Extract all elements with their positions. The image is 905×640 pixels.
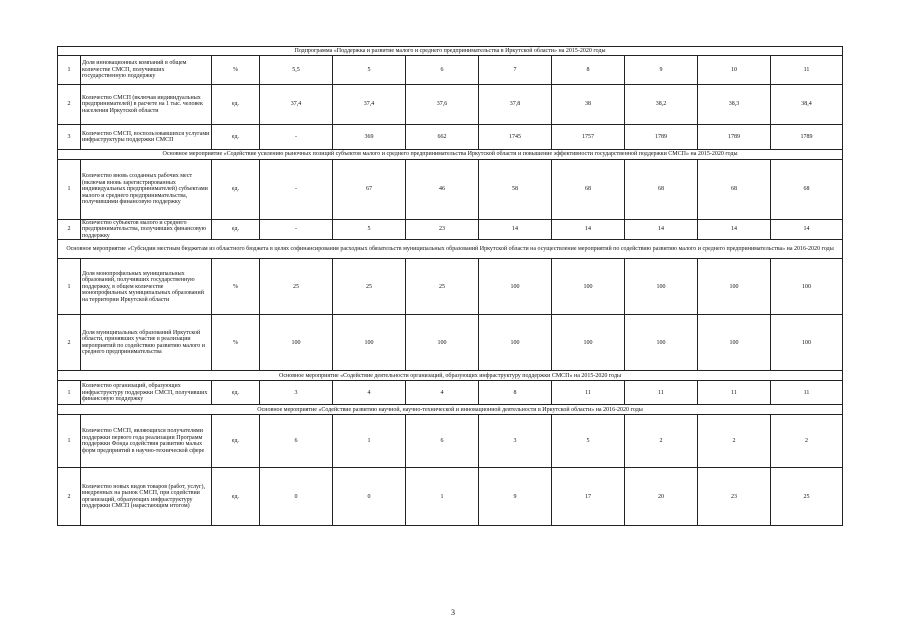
row-number: 3	[58, 125, 81, 150]
value-cell: 100	[698, 315, 771, 371]
page-number: 3	[451, 608, 455, 617]
value-cell: 25	[333, 259, 406, 315]
value-cell: 10	[698, 56, 771, 85]
value-cell: 14	[771, 220, 843, 240]
section-title: Основное мероприятие «Содействие развитию научной, научно-технической и инновационной деятельности в Иркутской области» на 2016-2020 годы	[58, 405, 843, 415]
section-title: Подпрограмма «Поддержка и развитие малого и среднего предпринимательства в Иркутской области» на 2015-2020 годы	[58, 47, 843, 56]
value-cell: 1789	[771, 125, 843, 150]
indicator-name: Количество субъектов малого и среднего предпринимательства, получивших финансовую поддержку	[81, 220, 212, 240]
indicators-table	[57, 46, 843, 526]
value-cell: 0	[333, 468, 406, 526]
value-cell: 23	[406, 220, 479, 240]
section-title-row	[58, 405, 843, 415]
value-cell: 25	[406, 259, 479, 315]
value-cell: 1	[333, 415, 406, 468]
value-cell: 46	[406, 160, 479, 220]
indicator-name: Доля инновационных компаний в общем количестве СМСП, получивших государственную поддержку	[81, 56, 212, 85]
value-cell: 4	[333, 381, 406, 405]
value-cell: 3	[260, 381, 333, 405]
row-number: 2	[58, 315, 81, 371]
value-cell: 5,5	[260, 56, 333, 85]
value-cell: 6	[406, 415, 479, 468]
value-cell: 14	[698, 220, 771, 240]
value-cell: 11	[625, 381, 698, 405]
value-cell: 68	[552, 160, 625, 220]
value-cell: 11	[771, 56, 843, 85]
value-cell: 5	[333, 56, 406, 85]
table-row	[58, 85, 843, 125]
value-cell: 7	[479, 56, 552, 85]
indicator-name: Доля муниципальных образований Иркутской области, принявших участие в реализации мероприятий по содействию развитию малого и среднего предпринимательства	[81, 315, 212, 371]
value-cell: 2	[698, 415, 771, 468]
row-number: 2	[58, 468, 81, 526]
value-cell: 68	[625, 160, 698, 220]
unit-cell: %	[212, 259, 260, 315]
value-cell: 100	[333, 315, 406, 371]
section-title-row	[58, 150, 843, 160]
value-cell: 4	[406, 381, 479, 405]
value-cell: 14	[552, 220, 625, 240]
value-cell: 67	[333, 160, 406, 220]
value-cell: 2	[771, 415, 843, 468]
row-number: 1	[58, 160, 81, 220]
table-row	[58, 315, 843, 371]
indicator-name: Количество организаций, образующих инфраструктуру поддержки СМСП, получивших финансовую поддержку	[81, 381, 212, 405]
table-row	[58, 160, 843, 220]
value-cell: -	[260, 125, 333, 150]
value-cell: 14	[625, 220, 698, 240]
row-number: 1	[58, 259, 81, 315]
table-row	[58, 381, 843, 405]
value-cell: 5	[333, 220, 406, 240]
table-row	[58, 56, 843, 85]
unit-cell: ед.	[212, 381, 260, 405]
value-cell: 100	[625, 315, 698, 371]
table-row	[58, 415, 843, 468]
value-cell: 17	[552, 468, 625, 526]
value-cell: 100	[552, 315, 625, 371]
unit-cell: %	[212, 315, 260, 371]
value-cell: 58	[479, 160, 552, 220]
row-number: 1	[58, 381, 81, 405]
value-cell: 37,6	[406, 85, 479, 125]
unit-cell: ед.	[212, 415, 260, 468]
indicator-name: Количество СМСП (включая индивидуальных предпринимателей) в расчете на 1 тыс. человек населения Иркутской области	[81, 85, 212, 125]
indicator-name: Доля монопрофильных муниципальных образований, получивших государственную поддержку, в общем количестве монопрофильных муниципальных образований на территории Иркутской области	[81, 259, 212, 315]
section-title: Основное мероприятие «Субсидии местным бюджетам из областного бюджета в целях софинансирования расходных обязательств муниципальных образований Иркутской области на осуществление мероприятий по содействию развитию малого и среднего предпринимательства» на 2016-2020 годы	[58, 240, 843, 259]
unit-cell: ед.	[212, 125, 260, 150]
row-number: 2	[58, 220, 81, 240]
row-number: 2	[58, 85, 81, 125]
value-cell: 100	[479, 315, 552, 371]
value-cell: 1745	[479, 125, 552, 150]
value-cell: -	[260, 220, 333, 240]
value-cell: 37,4	[333, 85, 406, 125]
value-cell: 6	[406, 56, 479, 85]
value-cell: 1789	[625, 125, 698, 150]
value-cell: 11	[552, 381, 625, 405]
unit-cell: ед.	[212, 220, 260, 240]
value-cell: 662	[406, 125, 479, 150]
value-cell: 8	[552, 56, 625, 85]
value-cell: 6	[260, 415, 333, 468]
value-cell: 38,2	[625, 85, 698, 125]
section-title: Основное мероприятие «Содействие деятельности организаций, образующих инфраструктуру поддержки СМСП» на 2015-2020 годы	[58, 371, 843, 381]
value-cell: 0	[260, 468, 333, 526]
unit-cell: ед.	[212, 468, 260, 526]
table-body	[58, 47, 843, 526]
value-cell: 100	[406, 315, 479, 371]
value-cell: 100	[771, 315, 843, 371]
value-cell: 11	[698, 381, 771, 405]
section-title-row	[58, 47, 843, 56]
value-cell: 369	[333, 125, 406, 150]
section-title-row	[58, 371, 843, 381]
value-cell: 100	[552, 259, 625, 315]
value-cell: 37,4	[260, 85, 333, 125]
value-cell: 5	[552, 415, 625, 468]
value-cell: 25	[771, 468, 843, 526]
table-row	[58, 468, 843, 526]
value-cell: 14	[479, 220, 552, 240]
value-cell: 100	[479, 259, 552, 315]
unit-cell: ед.	[212, 85, 260, 125]
value-cell: 1789	[698, 125, 771, 150]
value-cell: 11	[771, 381, 843, 405]
section-title: Основное мероприятие «Содействие усилению рыночных позиций субъектов малого и среднего предпринимательства Иркутской области и повышение эффективности государственной поддержки СМСП» на 2015-2020 годы	[58, 150, 843, 160]
table-row	[58, 125, 843, 150]
unit-cell: %	[212, 56, 260, 85]
value-cell: 68	[771, 160, 843, 220]
indicator-name: Количество новых видов товаров (работ, услуг), внедренных на рынок СМСП, при содействии организаций, образующих инфраструктуру поддержки СМСП (нарастающим итогом)	[81, 468, 212, 526]
unit-cell: ед.	[212, 160, 260, 220]
value-cell: 3	[479, 415, 552, 468]
value-cell: 23	[698, 468, 771, 526]
value-cell: 100	[625, 259, 698, 315]
table-row	[58, 220, 843, 240]
indicator-name: Количество СМСП, воспользовавшихся услугами инфраструктуры поддержки СМСП	[81, 125, 212, 150]
value-cell: 38,3	[698, 85, 771, 125]
value-cell: 37,8	[479, 85, 552, 125]
value-cell: -	[260, 160, 333, 220]
section-title-row	[58, 240, 843, 259]
value-cell: 9	[625, 56, 698, 85]
value-cell: 100	[771, 259, 843, 315]
indicator-name: Количество СМСП, являющихся получателями поддержки первого года реализации Программ поддержки Фонда содействия развитию малых форм предприятий в научно-технической сфере	[81, 415, 212, 468]
value-cell: 25	[260, 259, 333, 315]
value-cell: 2	[625, 415, 698, 468]
value-cell: 68	[698, 160, 771, 220]
table-row	[58, 259, 843, 315]
row-number: 1	[58, 56, 81, 85]
value-cell: 1	[406, 468, 479, 526]
value-cell: 38	[552, 85, 625, 125]
value-cell: 38,4	[771, 85, 843, 125]
value-cell: 20	[625, 468, 698, 526]
value-cell: 100	[698, 259, 771, 315]
row-number: 1	[58, 415, 81, 468]
value-cell: 9	[479, 468, 552, 526]
value-cell: 1757	[552, 125, 625, 150]
indicator-name: Количество вновь созданных рабочих мест (включая вновь зарегистрированных индивидуальных предпринимателей) субъектами малого и среднего предпринимательства, получившими финансовую поддержку	[81, 160, 212, 220]
value-cell: 100	[260, 315, 333, 371]
value-cell: 8	[479, 381, 552, 405]
